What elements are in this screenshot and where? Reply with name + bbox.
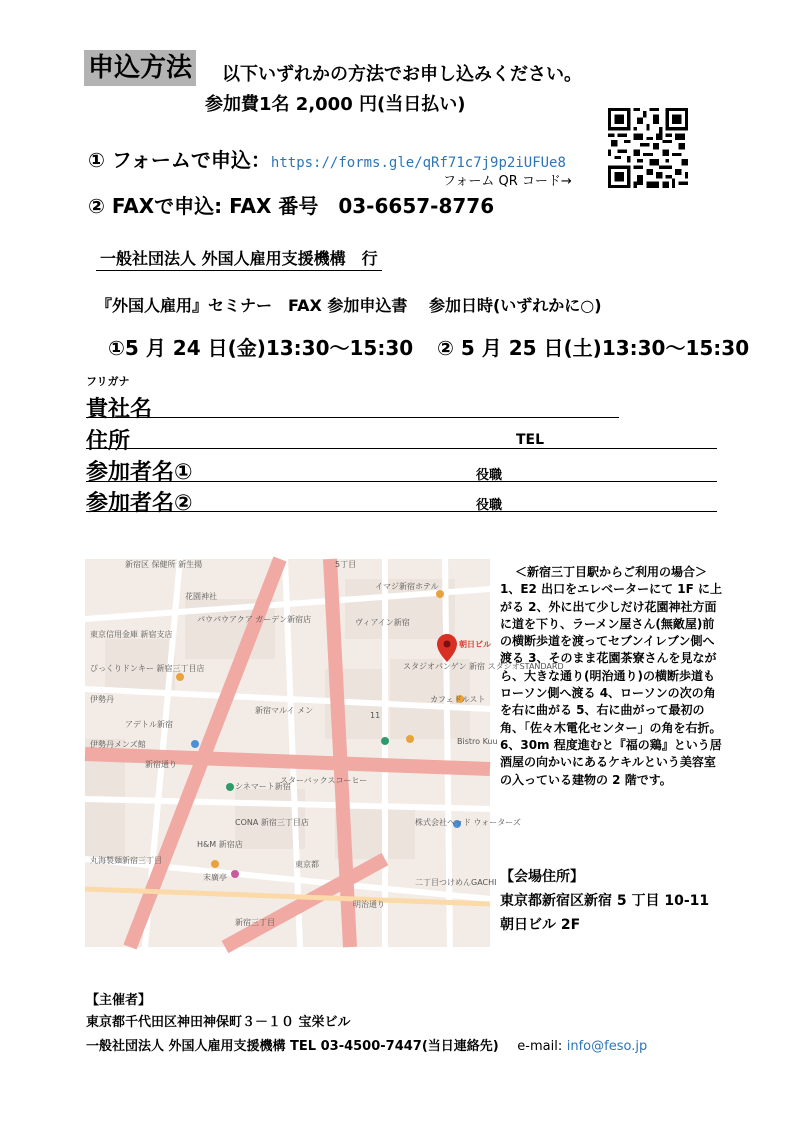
map-label: 新宿区 保健所 新生揚 <box>125 560 203 569</box>
map-label: 伊勢丹メンズ館 <box>90 740 146 749</box>
map-label: パウパウアクア ガーデン新宿店 <box>197 615 312 624</box>
role-label-1: 役職 <box>476 468 503 483</box>
map-label: ぴっくりドンキー 新宿三丁目店 <box>90 664 205 673</box>
organizer-name-tel: 一般社団法人 外国人雇用支援機構 TEL 03-4500-7447(当日連絡先) <box>86 1039 499 1054</box>
date-option-1[interactable]: ①5 月 24 日(金)13:30～15:30 <box>108 336 414 360</box>
fee-text: 参加費1名 2,000 円(当日払い) <box>205 94 466 115</box>
map-label: 明治通り <box>353 900 385 909</box>
page-title: 申込方法 <box>84 50 196 86</box>
venue-building: 朝日ビル 2F <box>500 917 581 933</box>
instruction-text: 以下いずれかの方法でお申し込みください。 <box>222 64 582 85</box>
seminar-title: 『外国人雇用』セミナー FAX 参加申込書 参加日時(いずれかに○) <box>96 296 602 315</box>
map-label: 新宿三丁目 <box>235 918 275 927</box>
venue-address: 東京都新宿区新宿 5 丁目 10-11 <box>500 893 710 909</box>
map-label: 末廣亭 <box>203 873 227 882</box>
email-label: e-mail: <box>517 1039 563 1054</box>
address-field-line[interactable] <box>86 448 717 449</box>
map-label: 丸海製麺新宿三丁目 <box>90 856 162 865</box>
map-label: H&M 新宿店 <box>197 840 243 849</box>
map-label: シネマート新宿 <box>235 782 291 791</box>
directions-text <box>500 564 722 789</box>
tel-label: TEL <box>516 432 545 448</box>
map-label: 伊勢丹 <box>90 695 114 704</box>
date-option-2[interactable]: ② 5 月 25 日(土)13:30～15:30 <box>437 336 750 360</box>
email-link[interactable]: info@feso.jp <box>566 1039 648 1054</box>
map-label: イマジ新宿ホテル <box>375 582 439 591</box>
map-label: スタジオパンゲン 新宿 スタジオSTANDARD <box>403 662 564 671</box>
participant1-label: 参加者名① <box>86 460 193 485</box>
qr-label: フォーム QR コード→ <box>443 174 572 189</box>
directions-body: 1、E2 出口をエレベーターにて 1F に上がる 2、外に出て少しだけ花園神社方面に道を下り、ラーメン屋さん(無敵屋)前の横断歩道を渡ってセブンイレブン側へ渡る 3、そのまま花園茶寮さんを見ながら、大きな通り(明治通り)の横断歩道もローソン側へ渡る 4、ローソンの次の角を右に曲がる 5、右に曲がって最初の角、「佐々木電化センター」の角を右折。 6、30m 程度進むと『福の鶏』という居酒屋の向かいにあるケキルという美容室の入っている建物の 2 階です。 <box>500 582 722 787</box>
organizer-address: 東京都千代田区神田神保町３－１０ 宝栄ビル <box>86 1015 351 1030</box>
map-label: Bistro Kuu <box>457 737 498 746</box>
company-label: 貴社名 <box>86 397 153 422</box>
map-label: 東京都 <box>295 860 319 869</box>
map-label: 5丁目 <box>335 560 357 569</box>
map-label: 11 <box>370 711 381 720</box>
map-label: カフェドルスト <box>430 695 486 704</box>
map-label: 花園神社 <box>185 592 217 601</box>
map-label: 新宿通り <box>145 760 177 769</box>
participant2-label: 参加者名② <box>86 491 193 516</box>
address-label: 住所 <box>86 429 131 454</box>
role-label-2: 役職 <box>476 498 503 513</box>
venue-heading: 【会場住所】 <box>500 869 584 885</box>
map-label: 東京信用金庫 新宿支店 <box>90 630 173 639</box>
map-label: 新宿マルイ メン <box>255 706 314 715</box>
organizer-heading: 【主催者】 <box>86 993 152 1008</box>
form-url-link[interactable]: https://forms.gle/qRf71c7j9p2iUFUe8 <box>270 155 566 171</box>
participant1-field-line[interactable] <box>86 481 717 482</box>
directions-heading: ＜新宿三丁目駅からご利用の場合＞ <box>514 565 707 579</box>
map-label: 二丁目つけめんGACHI <box>415 878 497 887</box>
map-label: ヴィアイン新宿 <box>355 618 410 627</box>
map-label: スターバックスコーヒー <box>280 776 368 785</box>
map-label: 株式会社ヘッド ウォーターズ <box>415 818 521 827</box>
participant2-field-line[interactable] <box>86 511 717 512</box>
addressee: 一般社団法人 外国人雇用支援機構 行 <box>96 246 382 271</box>
company-field-line[interactable] <box>86 417 619 418</box>
form-apply-label: ① フォームで申込： <box>88 148 271 172</box>
organizer-contact <box>86 1035 647 1054</box>
fax-apply-line: ② FAXで申込: FAX 番号 03-6657-8776 <box>88 194 495 218</box>
qr-code-image[interactable] <box>608 108 688 188</box>
furigana-label: フリガナ <box>86 375 130 388</box>
map-label: CONA 新宿三丁目店 <box>235 818 309 827</box>
map-label: アデトル新宿 <box>125 720 173 729</box>
form-apply-line <box>88 144 566 173</box>
map-pin-label: 朝日ビル <box>459 640 491 649</box>
